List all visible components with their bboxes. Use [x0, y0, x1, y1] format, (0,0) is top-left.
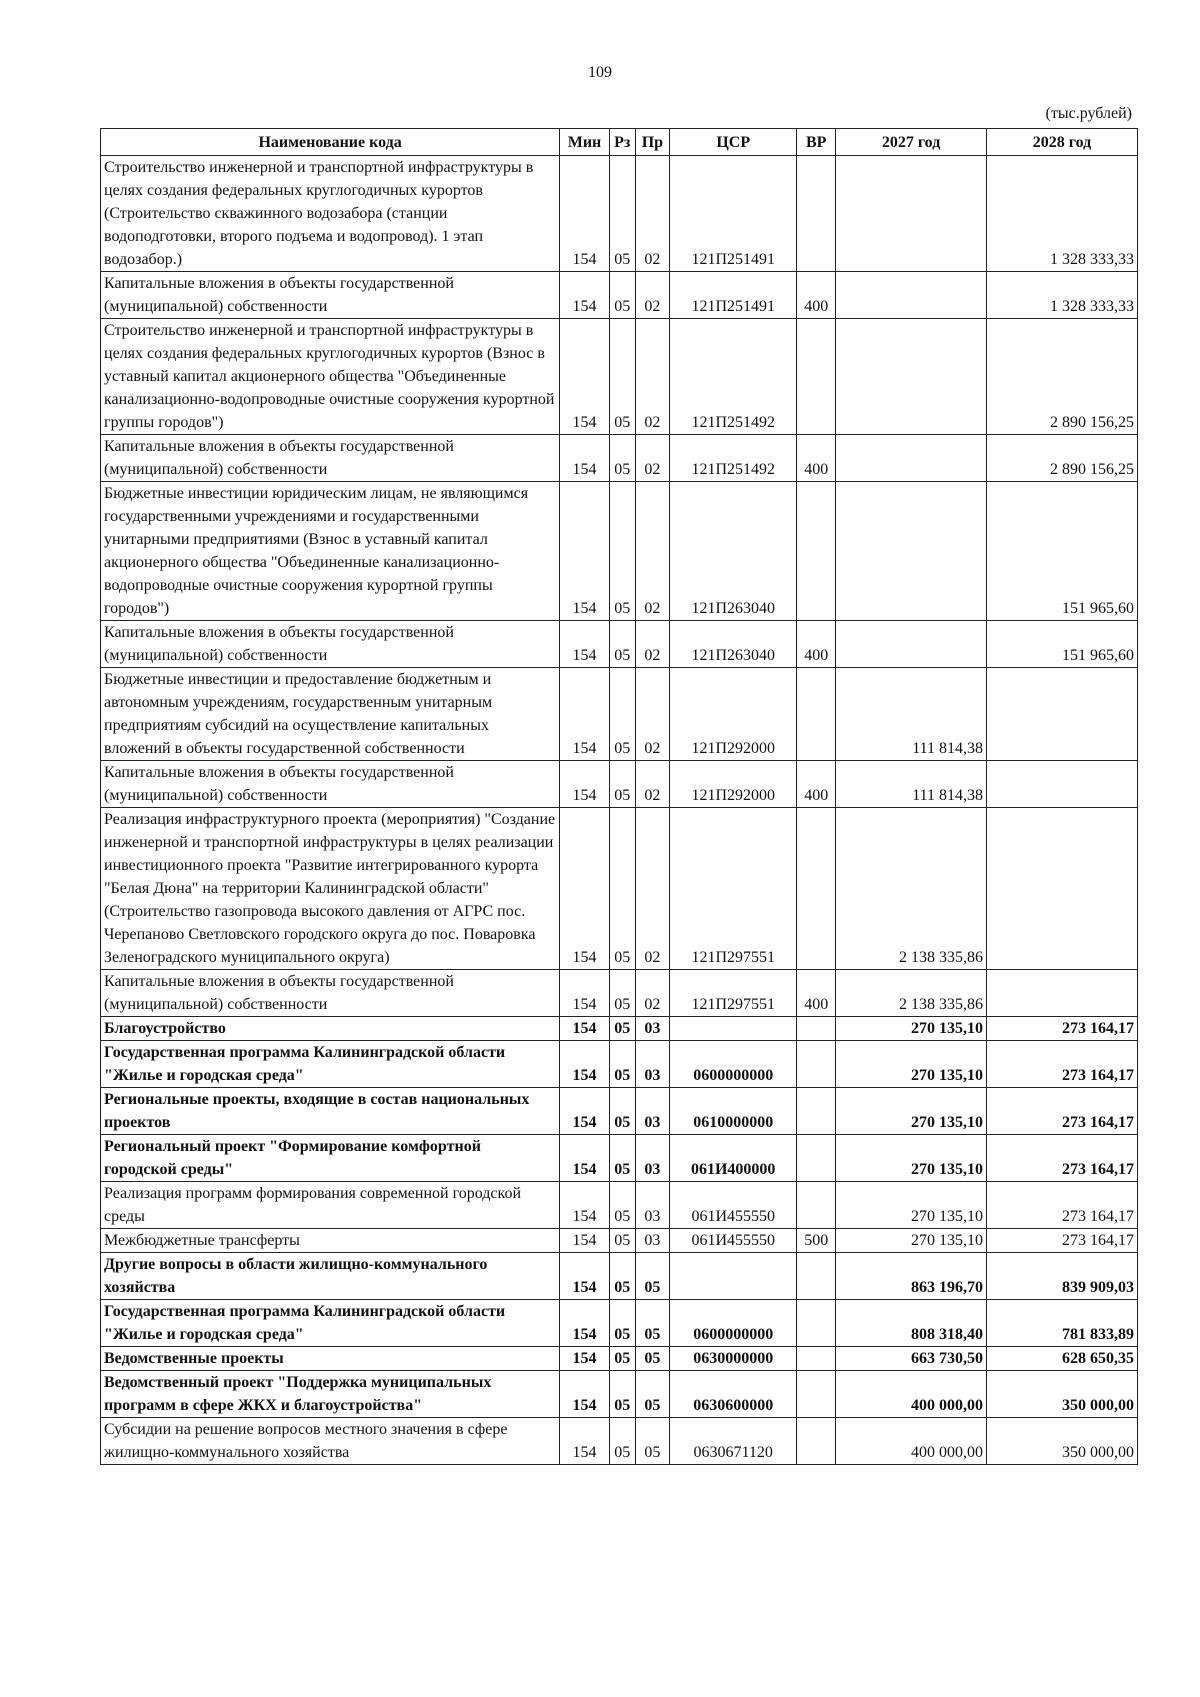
- column-header-vr: ВР: [797, 129, 836, 156]
- cell-name: Межбюджетные трансферты: [101, 1229, 560, 1253]
- cell-csr: 121П251492: [670, 435, 797, 482]
- cell-pr: 02: [635, 621, 669, 668]
- cell-min: 154: [560, 1300, 610, 1347]
- cell-min: 154: [560, 1347, 610, 1371]
- cell-rz: 05: [609, 1347, 635, 1371]
- cell-2027: 270 135,10: [836, 1017, 987, 1041]
- cell-rz: 05: [609, 1135, 635, 1182]
- cell-csr: 0630600000: [670, 1371, 797, 1418]
- cell-min: 154: [560, 1135, 610, 1182]
- cell-csr: 121П263040: [670, 621, 797, 668]
- cell-name: Региональный проект "Формирование комфортной городской среды": [101, 1135, 560, 1182]
- column-header-2027: 2027 год: [836, 129, 987, 156]
- cell-rz: 05: [609, 156, 635, 272]
- budget-table: [100, 128, 1138, 1465]
- cell-2027: [836, 482, 987, 621]
- cell-2028: [987, 970, 1138, 1017]
- cell-vr: [797, 1017, 836, 1041]
- cell-2028: 628 650,35: [987, 1347, 1138, 1371]
- cell-rz: 05: [609, 668, 635, 761]
- cell-csr: 121П292000: [670, 761, 797, 808]
- cell-csr: 061И455550: [670, 1229, 797, 1253]
- cell-vr: 400: [797, 621, 836, 668]
- cell-name: Бюджетные инвестиции юридическим лицам, не являющимся государственными учреждениями и государственными унитарными предприятиями (Взнос в уставный капитал акционерного общества "Объединенные канализационно-водопроводные очистные сооружения курортной группы городов"): [101, 482, 560, 621]
- cell-2028: 273 164,17: [987, 1135, 1138, 1182]
- cell-min: 154: [560, 272, 610, 319]
- cell-name: Реализация программ формирования современной городской среды: [101, 1182, 560, 1229]
- cell-name: Строительство инженерной и транспортной инфраструктуры в целях создания федеральных круглогодичных курортов (Взнос в уставный капитал акционерного общества "Объединенные канализационно-водопроводные очистные сооружения курортной группы городов"): [101, 319, 560, 435]
- cell-pr: 05: [635, 1253, 669, 1300]
- cell-vr: [797, 156, 836, 272]
- table-body: [101, 156, 1138, 1465]
- cell-min: 154: [560, 668, 610, 761]
- cell-csr: 121П297551: [670, 970, 797, 1017]
- cell-rz: 05: [609, 1182, 635, 1229]
- column-header-2028: 2028 год: [987, 129, 1138, 156]
- cell-pr: 02: [635, 435, 669, 482]
- cell-csr: 121П251491: [670, 272, 797, 319]
- column-header-name: Наименование кода: [101, 129, 560, 156]
- cell-2027: 2 138 335,86: [836, 808, 987, 970]
- table-row: [101, 668, 1138, 761]
- cell-2028: 350 000,00: [987, 1418, 1138, 1465]
- cell-min: 154: [560, 808, 610, 970]
- table-row: [101, 808, 1138, 970]
- cell-pr: 02: [635, 272, 669, 319]
- cell-pr: 02: [635, 156, 669, 272]
- cell-2028: 350 000,00: [987, 1371, 1138, 1418]
- cell-name: Ведомственный проект "Поддержка муниципальных программ в сфере ЖКХ и благоустройства": [101, 1371, 560, 1418]
- table-row: [101, 1347, 1138, 1371]
- cell-vr: [797, 1347, 836, 1371]
- cell-csr: 0630671120: [670, 1418, 797, 1465]
- cell-min: 154: [560, 1418, 610, 1465]
- cell-pr: 03: [635, 1041, 669, 1088]
- cell-csr: 121П263040: [670, 482, 797, 621]
- cell-pr: 05: [635, 1347, 669, 1371]
- column-header-pr: Пр: [635, 129, 669, 156]
- cell-2027: 2 138 335,86: [836, 970, 987, 1017]
- cell-rz: 05: [609, 1088, 635, 1135]
- cell-min: 154: [560, 1253, 610, 1300]
- cell-min: 154: [560, 970, 610, 1017]
- cell-vr: 400: [797, 435, 836, 482]
- cell-2027: 270 135,10: [836, 1182, 987, 1229]
- cell-2027: 270 135,10: [836, 1041, 987, 1088]
- cell-name: Субсидии на решение вопросов местного значения в сфере жилищно-коммунального хозяйства: [101, 1418, 560, 1465]
- cell-vr: [797, 668, 836, 761]
- cell-2027: 270 135,10: [836, 1088, 987, 1135]
- cell-rz: 05: [609, 1017, 635, 1041]
- cell-vr: [797, 1371, 836, 1418]
- table-row: [101, 1418, 1138, 1465]
- cell-vr: [797, 808, 836, 970]
- cell-pr: 02: [635, 808, 669, 970]
- cell-2028: [987, 761, 1138, 808]
- cell-rz: 05: [609, 1418, 635, 1465]
- cell-vr: [797, 482, 836, 621]
- cell-pr: 02: [635, 668, 669, 761]
- cell-pr: 02: [635, 482, 669, 621]
- cell-name: Капитальные вложения в объекты государственной (муниципальной) собственности: [101, 272, 560, 319]
- cell-name: Бюджетные инвестиции и предоставление бюджетным и автономным учреждениям, государственным унитарным предприятиям субсидий на осуществление капитальных вложений в объекты государственной собственности: [101, 668, 560, 761]
- cell-2028: 781 833,89: [987, 1300, 1138, 1347]
- cell-csr: 0630000000: [670, 1347, 797, 1371]
- cell-name: Региональные проекты, входящие в состав национальных проектов: [101, 1088, 560, 1135]
- cell-csr: 061И400000: [670, 1135, 797, 1182]
- table-row: [101, 1300, 1138, 1347]
- cell-2028: 273 164,17: [987, 1182, 1138, 1229]
- cell-2027: 808 318,40: [836, 1300, 987, 1347]
- cell-csr: [670, 1253, 797, 1300]
- cell-pr: 03: [635, 1182, 669, 1229]
- cell-2027: [836, 621, 987, 668]
- cell-min: 154: [560, 156, 610, 272]
- cell-2027: 111 814,38: [836, 761, 987, 808]
- cell-vr: 400: [797, 272, 836, 319]
- cell-2028: 2 890 156,25: [987, 319, 1138, 435]
- cell-rz: 05: [609, 808, 635, 970]
- cell-name: Капитальные вложения в объекты государственной (муниципальной) собственности: [101, 435, 560, 482]
- cell-name: Капитальные вложения в объекты государственной (муниципальной) собственности: [101, 761, 560, 808]
- cell-2028: 151 965,60: [987, 621, 1138, 668]
- cell-csr: 121П251492: [670, 319, 797, 435]
- cell-2028: 1 328 333,33: [987, 272, 1138, 319]
- cell-2028: 2 890 156,25: [987, 435, 1138, 482]
- cell-vr: [797, 1088, 836, 1135]
- cell-2028: [987, 808, 1138, 970]
- cell-pr: 02: [635, 319, 669, 435]
- table-row: [101, 1041, 1138, 1088]
- cell-pr: 03: [635, 1017, 669, 1041]
- cell-name: Строительство инженерной и транспортной инфраструктуры в целях создания федеральных круглогодичных курортов (Строительство скважинного водозабора (станции водоподготовки, второго подъема и водопровод). 1 этап водозабор.): [101, 156, 560, 272]
- cell-2027: 270 135,10: [836, 1135, 987, 1182]
- cell-name: Благоустройство: [101, 1017, 560, 1041]
- cell-min: 154: [560, 435, 610, 482]
- table-header-row: [101, 129, 1138, 156]
- cell-2028: [987, 668, 1138, 761]
- cell-2027: 400 000,00: [836, 1418, 987, 1465]
- table-row: [101, 482, 1138, 621]
- cell-2027: [836, 272, 987, 319]
- table-row: [101, 1182, 1138, 1229]
- cell-csr: 0600000000: [670, 1041, 797, 1088]
- cell-2027: 270 135,10: [836, 1229, 987, 1253]
- cell-rz: 05: [609, 319, 635, 435]
- cell-min: 154: [560, 1371, 610, 1418]
- table-row: [101, 970, 1138, 1017]
- cell-csr: 0610000000: [670, 1088, 797, 1135]
- page-number: 109: [588, 64, 612, 81]
- cell-min: 154: [560, 1088, 610, 1135]
- cell-pr: 05: [635, 1300, 669, 1347]
- cell-2028: 273 164,17: [987, 1229, 1138, 1253]
- cell-min: 154: [560, 621, 610, 668]
- cell-min: 154: [560, 1041, 610, 1088]
- cell-min: 154: [560, 482, 610, 621]
- column-header-min: Мин: [560, 129, 610, 156]
- cell-vr: [797, 1135, 836, 1182]
- cell-name: Ведомственные проекты: [101, 1347, 560, 1371]
- cell-vr: 400: [797, 970, 836, 1017]
- cell-vr: [797, 319, 836, 435]
- cell-rz: 05: [609, 970, 635, 1017]
- cell-vr: [797, 1182, 836, 1229]
- cell-vr: [797, 1418, 836, 1465]
- cell-rz: 05: [609, 761, 635, 808]
- cell-2027: [836, 319, 987, 435]
- cell-2027: 663 730,50: [836, 1347, 987, 1371]
- cell-2027: 400 000,00: [836, 1371, 987, 1418]
- cell-2027: 111 814,38: [836, 668, 987, 761]
- table-row: [101, 761, 1138, 808]
- table-row: [101, 156, 1138, 272]
- table-row: [101, 272, 1138, 319]
- column-header-rz: Рз: [609, 129, 635, 156]
- cell-2027: 863 196,70: [836, 1253, 987, 1300]
- cell-vr: [797, 1041, 836, 1088]
- cell-csr: 121П292000: [670, 668, 797, 761]
- cell-vr: [797, 1253, 836, 1300]
- cell-rz: 05: [609, 482, 635, 621]
- table-row: [101, 319, 1138, 435]
- cell-csr: 061И455550: [670, 1182, 797, 1229]
- cell-name: Другие вопросы в области жилищно-коммунального хозяйства: [101, 1253, 560, 1300]
- table-row: [101, 1135, 1138, 1182]
- cell-rz: 05: [609, 435, 635, 482]
- cell-min: 154: [560, 1182, 610, 1229]
- cell-min: 154: [560, 319, 610, 435]
- cell-pr: 03: [635, 1135, 669, 1182]
- cell-2028: 273 164,17: [987, 1088, 1138, 1135]
- cell-2028: 151 965,60: [987, 482, 1138, 621]
- cell-vr: [797, 1300, 836, 1347]
- cell-rz: 05: [609, 1041, 635, 1088]
- cell-name: Капитальные вложения в объекты государственной (муниципальной) собственности: [101, 621, 560, 668]
- cell-name: Капитальные вложения в объекты государственной (муниципальной) собственности: [101, 970, 560, 1017]
- table-row: [101, 435, 1138, 482]
- cell-rz: 05: [609, 1371, 635, 1418]
- cell-csr: 121П297551: [670, 808, 797, 970]
- cell-min: 154: [560, 1017, 610, 1041]
- cell-2028: 273 164,17: [987, 1041, 1138, 1088]
- cell-vr: 400: [797, 761, 836, 808]
- cell-min: 154: [560, 761, 610, 808]
- cell-pr: 05: [635, 1418, 669, 1465]
- cell-rz: 05: [609, 1300, 635, 1347]
- cell-rz: 05: [609, 1253, 635, 1300]
- cell-name: Государственная программа Калининградской области "Жилье и городская среда": [101, 1041, 560, 1088]
- table-row: [101, 1017, 1138, 1041]
- cell-rz: 05: [609, 272, 635, 319]
- cell-2027: [836, 156, 987, 272]
- cell-2028: 273 164,17: [987, 1017, 1138, 1041]
- cell-pr: 02: [635, 970, 669, 1017]
- cell-name: Государственная программа Калининградской области "Жилье и городская среда": [101, 1300, 560, 1347]
- table-row: [101, 1371, 1138, 1418]
- cell-2027: [836, 435, 987, 482]
- cell-pr: 03: [635, 1229, 669, 1253]
- cell-min: 154: [560, 1229, 610, 1253]
- table-row: [101, 1253, 1138, 1300]
- column-header-csr: ЦСР: [670, 129, 797, 156]
- cell-pr: 05: [635, 1371, 669, 1418]
- cell-rz: 05: [609, 1229, 635, 1253]
- table-row: [101, 1088, 1138, 1135]
- units-label: (тыс.рублей): [1045, 105, 1132, 122]
- cell-csr: 0600000000: [670, 1300, 797, 1347]
- cell-name: Реализация инфраструктурного проекта (мероприятия) "Создание инженерной и транспортной инфраструктуры в целях реализации инвестиционного проекта "Развитие интегрированного курорта "Белая Дюна" на территории Калининградской области" (Строительство газопровода высокого давления от АГРС пос. Черепаново Светловского городского округа до пос. Поваровка Зеленоградского муниципального округа): [101, 808, 560, 970]
- cell-2028: 1 328 333,33: [987, 156, 1138, 272]
- cell-pr: 02: [635, 761, 669, 808]
- cell-csr: 121П251491: [670, 156, 797, 272]
- cell-csr: [670, 1017, 797, 1041]
- cell-2028: 839 909,03: [987, 1253, 1138, 1300]
- table-row: [101, 1229, 1138, 1253]
- cell-rz: 05: [609, 621, 635, 668]
- cell-pr: 03: [635, 1088, 669, 1135]
- table-row: [101, 621, 1138, 668]
- cell-vr: 500: [797, 1229, 836, 1253]
